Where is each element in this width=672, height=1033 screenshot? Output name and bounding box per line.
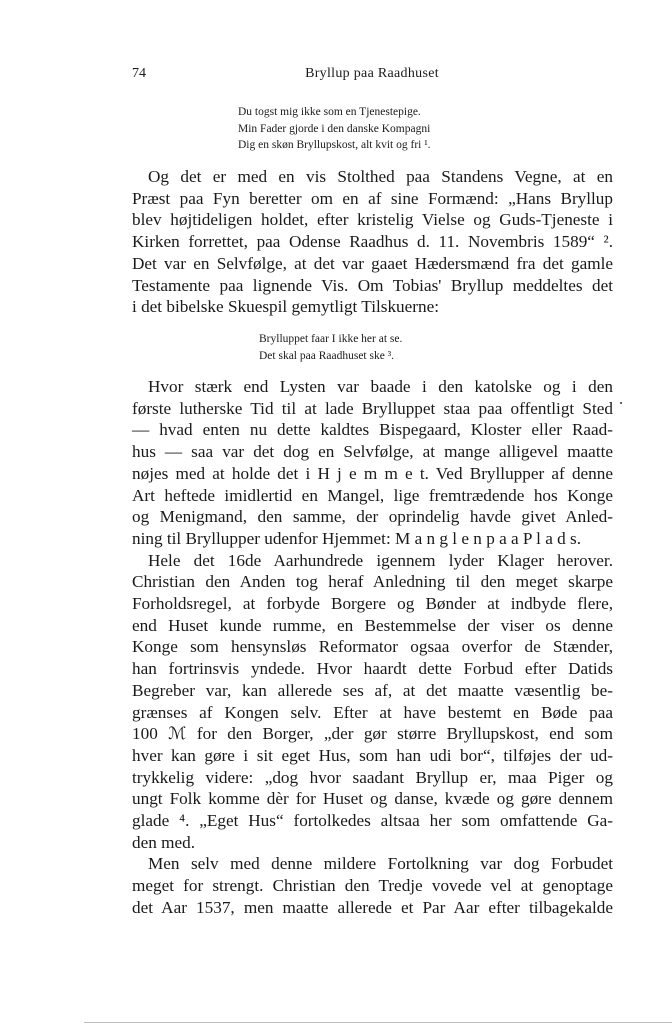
scan-edge-line [84,1022,672,1023]
verse-line: Du togst mig ikke som en Tjenestepige. [238,106,421,118]
text-line: Christian den Anden tog heraf Anledning til den meget skarpe [132,572,613,592]
text-line: ning til Bryllupper udenfor Hjemmet: M a n g l e n p a a P l a d s. [132,528,582,548]
text-line: meget for strengt. Christian den Tredje vovede vel at genoptage [132,876,613,896]
text-line: Det var en Selvfølge, at det var gaaet Hædersmænd fra det gamle [132,253,613,273]
text-line: Forholdsregel, at forbyde Borgere og Bønder at indbyde flere, [132,594,613,614]
text-line: Art heftede imidlertid en Mangel, lige fremtrædende hos Konge [132,485,613,505]
verse-line: Brylluppet faar I ikke her at se. [259,333,403,345]
verse-line: Min Fader gjorde i den danske Kompagni [238,122,431,135]
text-line: i det bibelske Skuespil gemytligt Tilskuerne: [132,297,439,317]
text-line: glade ⁴. „Eget Hus“ fortolkedes altsaa her som omfattende Ga- [132,811,613,831]
text-line: hver kan gøre i sit eget Hus, som han udi bor“, tilføjes der ud- [132,745,613,765]
verse-line: Dig en skøn Bryllupskost, alt kvit og fri ¹. [238,139,431,151]
text-line: Præst paa Fyn beretter om en af sine Formænd: „Hans Bryllup [132,188,613,208]
text-line: Men selv med denne mildere Fortolkning var dog Forbudet [148,854,613,874]
paragraph-1 [132,166,613,318]
text-block-2 [132,376,613,919]
text-block-1 [132,166,613,318]
text-line: Konge som hensynsløs Reformator ogsaa overfor de Stænder, [132,637,613,657]
print-speck [620,402,622,404]
verse-quote-2 [259,331,402,364]
text-line: end Huset kunde rumme, en Bestemmelse der viser os denne [132,615,613,635]
text-line: første lutherske Tid til at lade Brylluppet staa paa offentligt Sted [132,398,613,418]
running-title: Bryllup paa Raadhuset [305,66,439,81]
text-line: grænses af Kongen selv. Efter at have bestemt en Bøde paa [132,702,613,722]
paragraph-3 [132,550,613,854]
text-line: 100 ℳ for den Borger, „der gør større Bryllupskost, end som [132,724,613,744]
verse-line: Det skal paa Raadhuset ske ³. [259,349,395,362]
text-line: ungt Folk komme dèr for Huset og danse, kvæde og gøre dennem [132,789,613,809]
text-line: hus — saa var det dog en Selvfølge, at mange alligevel maatte [132,442,613,462]
text-line: trykkelig videre: „dog hvor saadant Bryllup er, maa Piger og [132,767,613,787]
text-line: blev højtideligen holdet, efter kristelig Vielse og Guds-Tjeneste i [132,210,613,230]
paragraph-4 [132,853,613,918]
text-line: og Menigmand, den samme, der oprindelig havde givet Anled- [132,507,613,527]
text-line: — hvad enten nu dette kaldtes Bispegaard, Kloster eller Raad- [132,420,613,440]
text-line: nøjes med at holde det i H j e m m e t. Ved Bryllupper af denne [132,463,613,483]
text-line: Og det er med en vis Stolthed paa Standens Vegne, at en [148,167,613,186]
paragraph-2 [132,376,613,550]
text-line: Testamente paa lignende Vis. Om Tobias' Bryllup meddeltes det [132,275,613,295]
text-line: den med. [132,832,196,852]
verse-quote-1 [238,104,431,154]
text-line: Hvor stærk end Lysten var baade i den katolske og i den [148,377,613,396]
text-line: det Aar 1537, men maatte allerede et Par Aar efter tilbagekalde [132,897,613,917]
text-line: han fortrinsvis yndede. Hvor haardt dette Forbud efter Datids [132,659,613,679]
page-number: 74 [132,66,146,81]
text-line: Hele det 16de Aarhundrede igennem lyder Klager herover. [148,550,613,570]
text-line: Kirken forrettet, paa Odense Raadhus d. 11. Novembris 1589“ ². [132,232,613,252]
text-line: Begreber var, kan allerede ses af, at det maatte væsentlig be- [132,680,613,700]
